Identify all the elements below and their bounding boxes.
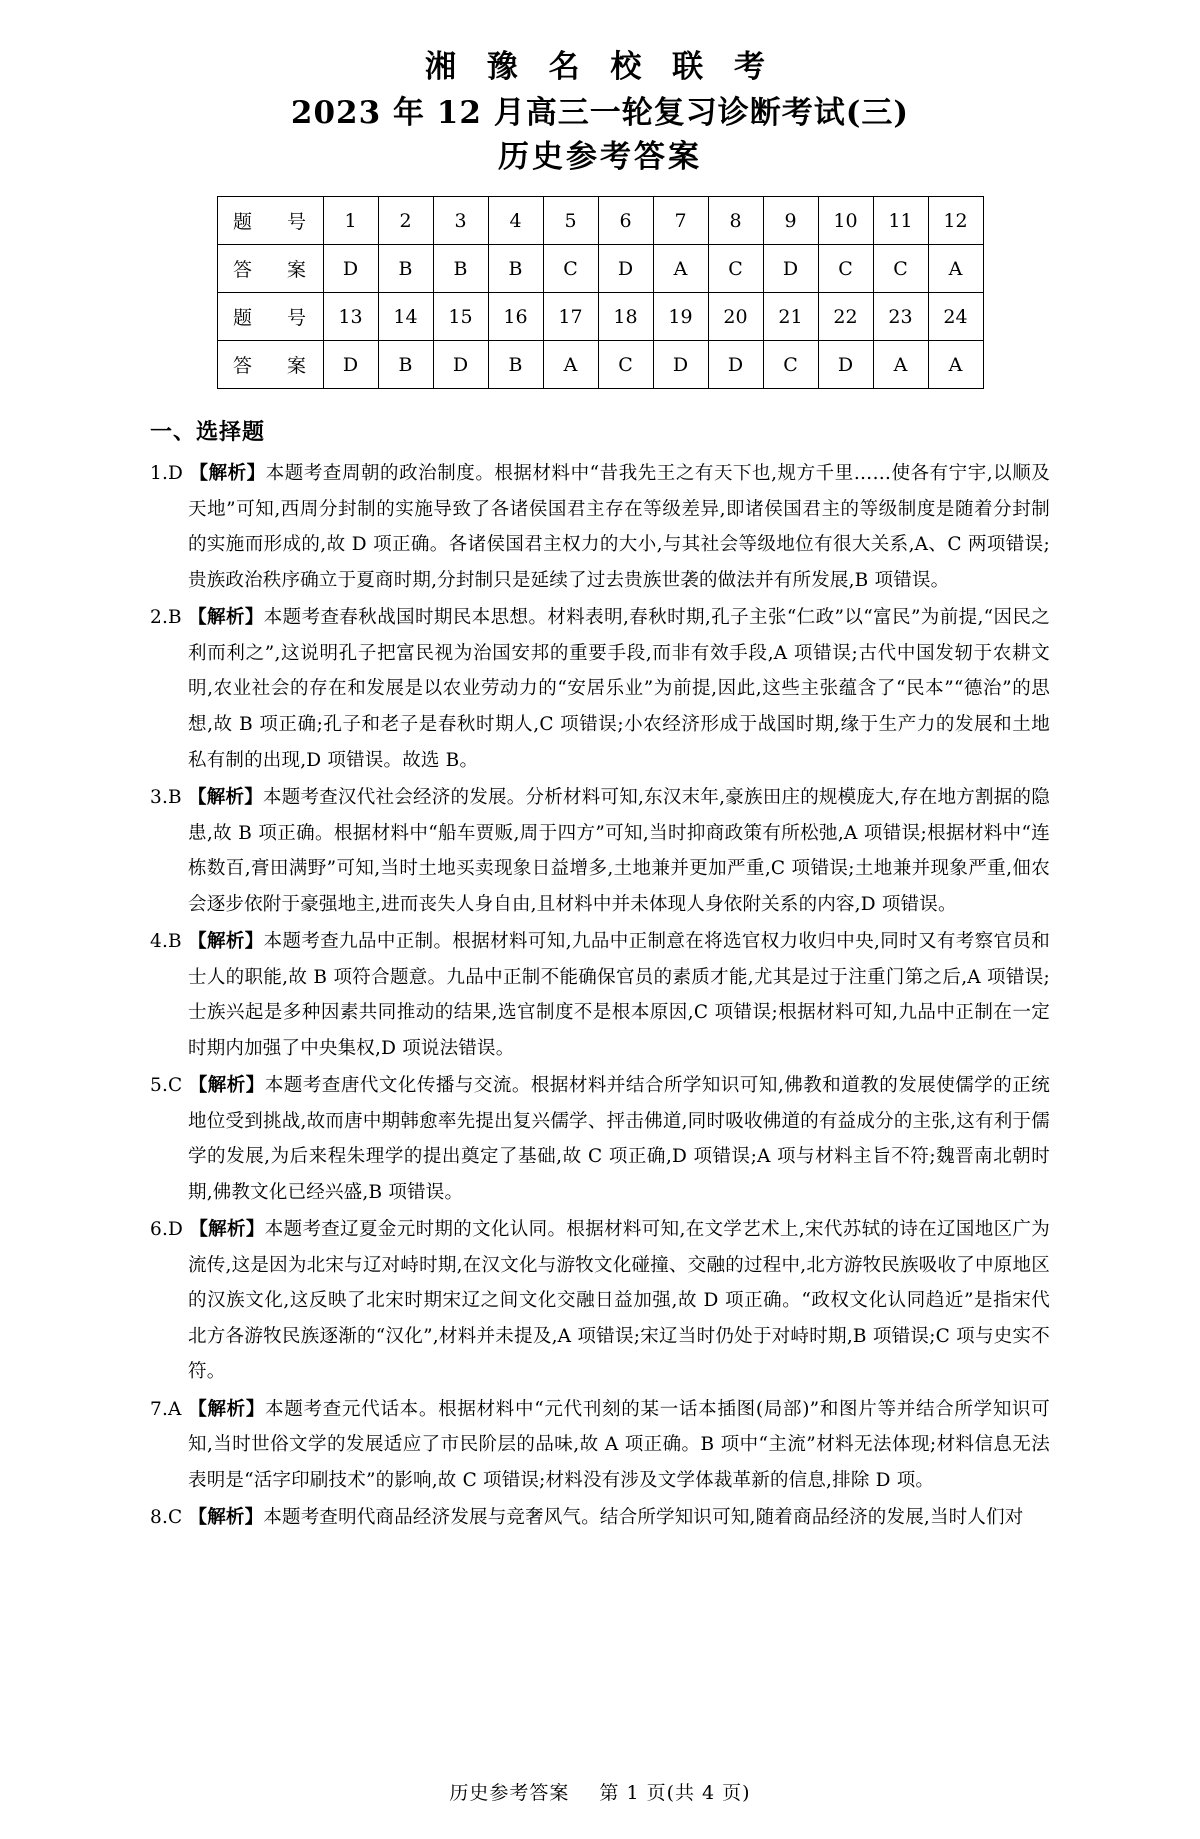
item-number: 1.D: [150, 463, 184, 485]
footer-doc-title: 历史参考答案: [449, 1782, 570, 1804]
answer-cell: C: [763, 341, 818, 389]
exam-name-title: 2023 年 12 月高三一轮复习诊断考试(三): [290, 94, 910, 131]
item-tag: 【解析】: [189, 463, 266, 485]
item-text: 本题考查元代话本。根据材料中“元代刊刻的某一话本插图(局部)”和图片等并结合所学知识可知,当时世俗文学的发展适应了市民阶层的品味,故 A 项正确。B 项中“主流”材料无法体现;材料信息无法表明是“活字印刷技术”的影响,故 C 项错误;材料没有涉及文学体裁革新的信息,排除 D 项。: [188, 1398, 1050, 1491]
answer-cell: C: [818, 245, 873, 293]
footer-page-number: 第 1 页(共 4 页): [599, 1782, 751, 1804]
answer-cell: D: [433, 341, 488, 389]
question-number: 12: [928, 197, 983, 245]
question-number: 21: [763, 293, 818, 341]
document-header: [150, 44, 1050, 180]
question-number: 7: [653, 197, 708, 245]
question-number: 2: [378, 197, 433, 245]
answer-cell: B: [488, 245, 543, 293]
explanation-item: [150, 1212, 1050, 1390]
answer-cell: D: [323, 341, 378, 389]
explanation-item: [150, 1392, 1050, 1499]
question-number: 6: [598, 197, 653, 245]
item-text: 本题考查周朝的政治制度。根据材料中“昔我先王之有天下也,规方千里……使各有宁宇,以顺及天地”可知,西周分封制的实施导致了各诸侯国君主存在等级差异,即诸侯国君主的等级制度是随着分封制的实施而形成的,故 D 项正确。各诸侯国君主权力的大小,与其社会等级地位有很大关系,A、C 两项错误;贵族政治秩序确立于夏商时期,分封制只是延续了过去贵族世袭的做法并有所发展,B 项错误。: [188, 463, 1050, 591]
item-text: 本题考查春秋战国时期民本思想。材料表明,春秋时期,孔子主张“仁政”以“富民”为前提,“因民之利而利之”,这说明孔子把富民视为治国安邦的重要手段,而非有效手段,A 项错误;古代中国发轫于农耕文明,农业社会的存在和发展是以农业劳动力的“安居乐业”为前提,因此,这些主张蕴含了“民本”“德治”的思想,故 B 项正确;孔子和老子是春秋时期人,C 项错误;小农经济形成于战国时期,缘于生产力的发展和土地私有制的出现,D 项错误。故选 B。: [188, 607, 1050, 771]
question-number: 24: [928, 293, 983, 341]
explanation-item: [150, 1500, 1050, 1536]
item-tag: 【解析】: [188, 1398, 266, 1420]
item-number: 5.C: [150, 1075, 183, 1097]
explanation-item: [150, 600, 1050, 778]
question-number: 14: [378, 293, 433, 341]
exam-org-title: 湘 豫 名 校 联 考: [425, 49, 775, 85]
row-label-question-1: 题 号: [217, 197, 323, 245]
table-row: [217, 245, 983, 293]
answer-cell: A: [543, 341, 598, 389]
answer-key-table: [217, 196, 984, 389]
item-tag: 【解析】: [188, 787, 263, 809]
explanation-item: [150, 1068, 1050, 1210]
row-label-question-2: 题 号: [217, 293, 323, 341]
question-number: 1: [323, 197, 378, 245]
answer-cell: C: [598, 341, 653, 389]
section-title-multiple-choice: 一、选择题: [150, 419, 266, 446]
question-number: 10: [818, 197, 873, 245]
item-text: 本题考查唐代文化传播与交流。根据材料并结合所学知识可知,佛教和道教的发展使儒学的正统地位受到挑战,故而唐中期韩愈率先提出复兴儒学、抨击佛道,同时吸收佛道的有益成分的主张,这有利于儒学的发展,为后来程朱理学的提出奠定了基础,故 C 项正确,D 项错误;A 项与材料主旨不符;魏晋南北朝时期,佛教文化已经兴盛,B 项错误。: [188, 1075, 1050, 1203]
answer-cell: D: [653, 341, 708, 389]
answer-cell: C: [708, 245, 763, 293]
question-number: 18: [598, 293, 653, 341]
answer-cell: D: [763, 245, 818, 293]
answer-cell: D: [323, 245, 378, 293]
question-number: 11: [873, 197, 928, 245]
table-row: [217, 197, 983, 245]
answer-cell: A: [928, 245, 983, 293]
item-text: 本题考查九品中正制。根据材料可知,九品中正制意在将选官权力收归中央,同时又有考察官员和士人的职能,故 B 项符合题意。九品中正制不能确保官员的素质才能,尤其是过于注重门第之后,A 项错误;士族兴起是多种因素共同推动的结果,选官制度不是根本原因,C 项错误;根据材料可知,九品中正制在一定时期内加强了中央集权,D 项说法错误。: [188, 931, 1050, 1059]
table-row: [217, 293, 983, 341]
answer-key-title: 历史参考答案: [498, 139, 702, 176]
item-number: 3.B: [150, 787, 182, 809]
answer-cell: B: [488, 341, 543, 389]
item-tag: 【解析】: [189, 1219, 265, 1241]
question-number: 17: [543, 293, 598, 341]
question-number: 23: [873, 293, 928, 341]
question-number: 20: [708, 293, 763, 341]
item-tag: 【解析】: [188, 931, 264, 953]
answer-cell: A: [928, 341, 983, 389]
explanation-item: [150, 924, 1050, 1066]
answer-cell: D: [708, 341, 763, 389]
question-number: 19: [653, 293, 708, 341]
question-number: 4: [488, 197, 543, 245]
question-number: 16: [488, 293, 543, 341]
row-label-answer-2: 答 案: [217, 341, 323, 389]
question-number: 15: [433, 293, 488, 341]
explanation-item: [150, 780, 1050, 922]
question-number: 8: [708, 197, 763, 245]
answer-cell: C: [873, 245, 928, 293]
item-number: 7.A: [150, 1398, 182, 1420]
item-tag: 【解析】: [188, 1075, 265, 1097]
item-tag: 【解析】: [188, 1507, 264, 1529]
answer-cell: D: [818, 341, 873, 389]
item-text: 本题考查辽夏金元时期的文化认同。根据材料可知,在文学艺术上,宋代苏轼的诗在辽国地区广为流传,这是因为北宋与辽对峙时期,在汉文化与游牧文化碰撞、交融的过程中,北方游牧民族吸收了中原地区的汉族文化,这反映了北宋时期宋辽之间文化交融日益加强,故 D 项正确。“政权文化认同趋近”是指宋代北方各游牧民族逐渐的“汉化”,材料并未提及,A 项错误;宋辽当时仍处于对峙时期,B 项错误;C 项与史实不符。: [188, 1219, 1050, 1383]
item-number: 6.D: [150, 1219, 184, 1241]
page-footer: [0, 1778, 1200, 1805]
answer-table-container: [150, 196, 1050, 389]
item-text: 本题考查汉代社会经济的发展。分析材料可知,东汉末年,豪族田庄的规模庞大,存在地方割据的隐患,故 B 项正确。根据材料中“船车贾贩,周于四方”可知,当时抑商政策有所松弛,A 项错误;根据材料中“连栋数百,膏田满野”可知,当时土地买卖现象日益增多,土地兼并更加严重,C 项错误;土地兼并现象严重,佃农会逐步依附于豪强地主,进而丧失人身自由,且材料中并未体现人身依附关系的内容,D 项错误。: [188, 787, 1050, 915]
question-number: 22: [818, 293, 873, 341]
question-number: 9: [763, 197, 818, 245]
answer-cell: D: [598, 245, 653, 293]
row-label-answer-1: 答 案: [217, 245, 323, 293]
answer-cell: B: [378, 341, 433, 389]
item-number: 2.B: [150, 607, 182, 629]
answer-cell: A: [653, 245, 708, 293]
item-text: 本题考查明代商品经济发展与竞奢风气。结合所学知识可知,随着商品经济的发展,当时人们对: [263, 1507, 1024, 1529]
question-number: 13: [323, 293, 378, 341]
item-tag: 【解析】: [188, 607, 264, 629]
answer-cell: B: [433, 245, 488, 293]
answer-cell: A: [873, 341, 928, 389]
answer-cell: C: [543, 245, 598, 293]
explanation-item: [150, 456, 1050, 598]
item-number: 8.C: [150, 1507, 183, 1529]
question-number: 5: [543, 197, 598, 245]
table-row: [217, 341, 983, 389]
answer-cell: B: [378, 245, 433, 293]
question-number: 3: [433, 197, 488, 245]
item-number: 4.B: [150, 931, 182, 953]
